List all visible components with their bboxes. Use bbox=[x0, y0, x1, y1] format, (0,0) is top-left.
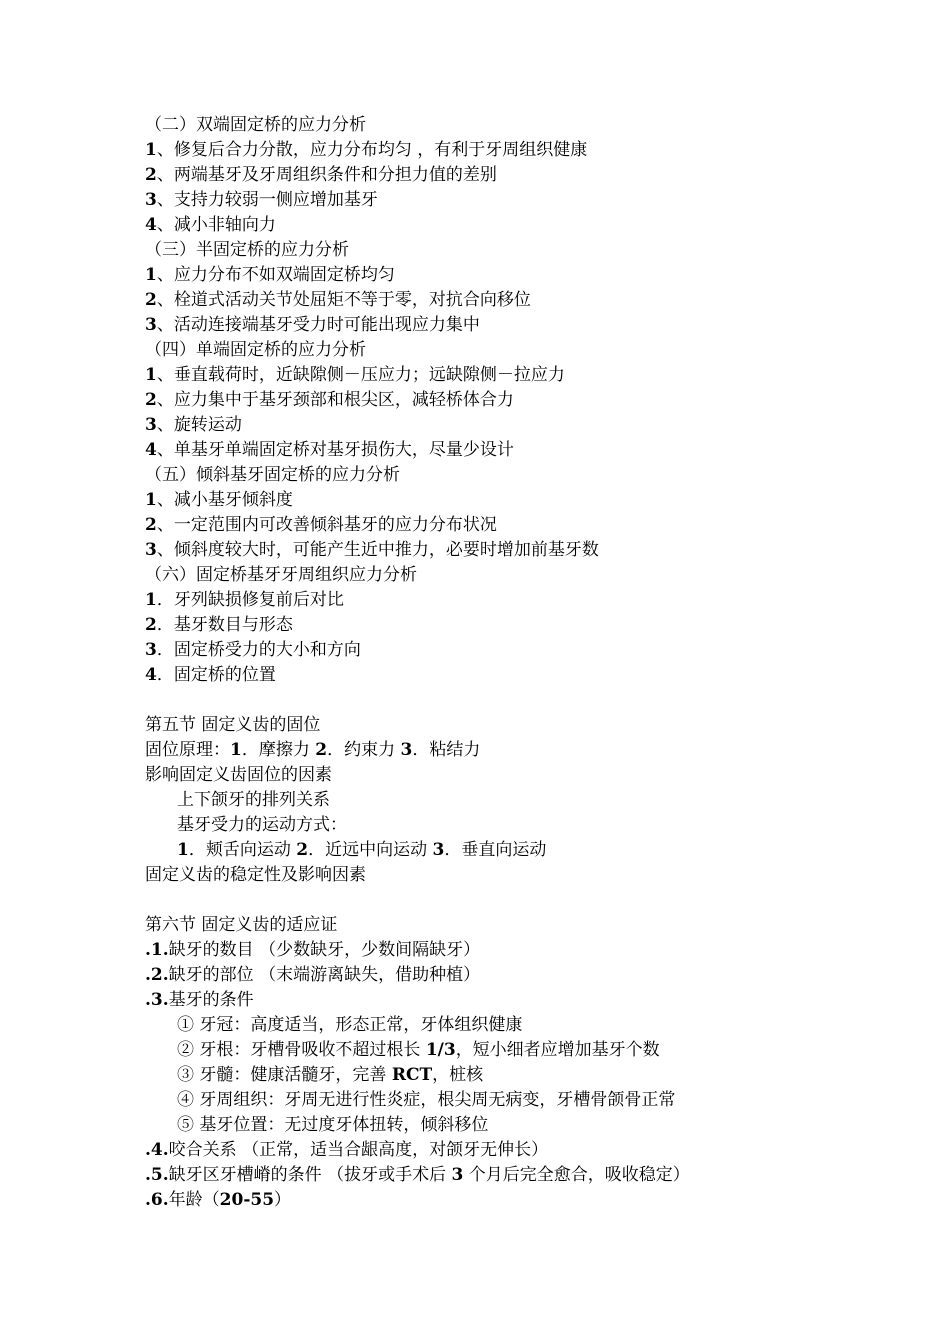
section-heading-2: （二）双端固定桥的应力分析 bbox=[145, 115, 366, 135]
list-item bbox=[0, 163, 950, 188]
item-number: .6. bbox=[145, 1190, 169, 1210]
item-text: ．基牙数目与形态 bbox=[156, 615, 293, 635]
list-item bbox=[0, 263, 950, 288]
item-number: 3 bbox=[145, 540, 157, 560]
chapter-title-6: 第六节 固定义齿的适应证 bbox=[145, 915, 338, 935]
item-text: 缺牙的部位 （末端游离缺失，借助种植） bbox=[168, 965, 481, 985]
item-text: ） bbox=[274, 1190, 292, 1210]
spacer bbox=[0, 688, 950, 713]
sub-item bbox=[0, 1063, 950, 1088]
factors-title: 影响固定义齿固位的因素 bbox=[145, 765, 332, 785]
item-text: 、单基牙单端固定桥对基牙损伤大，尽量少设计 bbox=[156, 440, 514, 460]
section-heading-4: （四）单端固定桥的应力分析 bbox=[145, 340, 366, 360]
factor-item: 上下颌牙的排列关系 bbox=[177, 790, 330, 810]
sub-text: ② 牙根：牙槽骨吸收不超过根长 bbox=[177, 1040, 426, 1060]
item-number: 2 bbox=[145, 515, 157, 535]
item-number: 2 bbox=[296, 840, 309, 860]
sub-item: ⑤ 基牙位置：无过度牙体扭转，倾斜移位 bbox=[177, 1115, 489, 1135]
list-item bbox=[0, 363, 950, 388]
item-number: 1 bbox=[145, 140, 157, 160]
sub-item: ① 牙冠：高度适当，形态正常，牙体组织健康 bbox=[177, 1015, 523, 1035]
item-text: ．牙列缺损修复前后对比 bbox=[156, 590, 344, 610]
list-item bbox=[0, 388, 950, 413]
item-text: 、旋转运动 bbox=[156, 415, 242, 435]
section-heading-6: （六）固定桥基牙牙周组织应力分析 bbox=[145, 565, 417, 585]
spacer bbox=[0, 888, 950, 913]
item-number: 1 bbox=[177, 840, 189, 860]
item-number: 1 bbox=[145, 490, 157, 510]
item-text: ．粘结力 bbox=[412, 740, 481, 760]
item-number: 3 bbox=[145, 315, 157, 335]
item-text: 、活动连接端基牙受力时可能出现应力集中 bbox=[156, 315, 480, 335]
item-text: 、两端基牙及牙周组织条件和分担力值的差别 bbox=[156, 165, 497, 185]
item-text: ．固定桥受力的大小和方向 bbox=[156, 640, 361, 660]
item-text: 咬合关系 （正常，适当合龈高度，对颌牙无伸长） bbox=[168, 1140, 549, 1160]
item-text: 、减小基牙倾斜度 bbox=[156, 490, 293, 510]
item-number: 2 bbox=[145, 390, 157, 410]
document-page bbox=[0, 113, 950, 1213]
item-text: 、应力集中于基牙颈部和根尖区，减轻桥体合力 bbox=[156, 390, 514, 410]
item-text: 基牙的条件 bbox=[168, 990, 254, 1010]
list-item bbox=[0, 663, 950, 688]
list-item bbox=[0, 538, 950, 563]
sub-item bbox=[0, 1038, 950, 1063]
item-text: 、垂直载荷时，近缺隙侧－压应力；远缺隙侧－拉应力 bbox=[156, 365, 565, 385]
sub-text: ，短小细者应增加基牙个数 bbox=[455, 1040, 660, 1060]
list-item bbox=[0, 1188, 950, 1213]
list-item bbox=[0, 938, 950, 963]
item-number: 3 bbox=[145, 190, 157, 210]
list-item bbox=[0, 638, 950, 663]
item-number: 1 bbox=[145, 365, 157, 385]
item-number: 1 bbox=[145, 265, 157, 285]
list-item bbox=[0, 413, 950, 438]
item-text: 、应力分布不如双端固定桥均匀 bbox=[156, 265, 395, 285]
list-item bbox=[0, 613, 950, 638]
list-item bbox=[0, 288, 950, 313]
item-number: 2 bbox=[145, 165, 157, 185]
factor-item: 基牙受力的运动方式： bbox=[177, 815, 347, 835]
item-text: 年龄（ bbox=[168, 1190, 220, 1210]
list-item bbox=[0, 488, 950, 513]
item-text: 、栓道式活动关节处屈矩不等于零，对抗合向移位 bbox=[156, 290, 531, 310]
item-number: 1 bbox=[145, 590, 157, 610]
section-heading-3: （三）半固定桥的应力分析 bbox=[145, 240, 349, 260]
item-text: 、减小非轴向力 bbox=[156, 215, 276, 235]
list-item bbox=[0, 138, 950, 163]
item-number: 4 bbox=[145, 440, 157, 460]
list-item bbox=[0, 513, 950, 538]
item-number: 2 bbox=[145, 290, 157, 310]
item-text: 、修复后合力分散，应力分布均匀 ，有利于牙周组织健康 bbox=[156, 140, 588, 160]
list-item bbox=[0, 1163, 950, 1188]
retention-principle bbox=[0, 738, 950, 763]
item-number: 2 bbox=[315, 740, 328, 760]
item-text: ．垂直向运动 bbox=[444, 840, 547, 860]
sub-item: ④ 牙周组织：牙周无进行性炎症，根尖周无病变，牙槽骨颌骨正常 bbox=[177, 1090, 676, 1110]
item-number: 3 bbox=[400, 740, 413, 760]
item-number: 4 bbox=[145, 665, 157, 685]
item-text: ．约束力 bbox=[327, 740, 401, 760]
item-number: .2. bbox=[145, 965, 169, 985]
list-item bbox=[0, 438, 950, 463]
item-text: ．摩擦力 bbox=[241, 740, 316, 760]
item-number: .1. bbox=[145, 940, 169, 960]
item-text: 个月后完全愈合，吸收稳定） bbox=[463, 1165, 690, 1185]
stability-heading: 固定义齿的稳定性及影响因素 bbox=[145, 865, 366, 885]
item-number: 4 bbox=[145, 215, 157, 235]
item-number: 2 bbox=[145, 615, 157, 635]
item-number: .3. bbox=[145, 990, 169, 1010]
item-text: ．近远中向运动 bbox=[308, 840, 433, 860]
item-emphasis: 3 bbox=[451, 1165, 464, 1185]
section-heading-5: （五）倾斜基牙固定桥的应力分析 bbox=[145, 465, 400, 485]
item-number: 3 bbox=[432, 840, 445, 860]
list-item bbox=[0, 1138, 950, 1163]
item-number: .5. bbox=[145, 1165, 169, 1185]
sub-text: ，桩核 bbox=[432, 1065, 484, 1085]
item-text: 缺牙的数目 （少数缺牙，少数间隔缺牙） bbox=[168, 940, 481, 960]
item-text: ．颊舌向运动 bbox=[188, 840, 297, 860]
item-text: 、倾斜度较大时，可能产生近中推力，必要时增加前基牙数 bbox=[156, 540, 599, 560]
item-text: 缺牙区牙槽嵴的条件 （拔牙或手术后 bbox=[168, 1165, 452, 1185]
list-item bbox=[0, 213, 950, 238]
item-number: 1 bbox=[230, 740, 242, 760]
chapter-title-5: 第五节 固定义齿的固位 bbox=[145, 715, 321, 735]
item-number: 3 bbox=[145, 640, 157, 660]
list-item bbox=[0, 988, 950, 1013]
list-item bbox=[0, 963, 950, 988]
sub-emphasis: 1/3 bbox=[425, 1040, 456, 1060]
item-number: .4. bbox=[145, 1140, 169, 1160]
list-item bbox=[0, 313, 950, 338]
item-text: 、一定范围内可改善倾斜基牙的应力分布状况 bbox=[156, 515, 497, 535]
list-item bbox=[0, 188, 950, 213]
item-text: ．固定桥的位置 bbox=[156, 665, 276, 685]
item-text: 、支持力较弱一侧应增加基牙 bbox=[156, 190, 378, 210]
sub-emphasis: RCT bbox=[391, 1065, 433, 1085]
motion-list bbox=[0, 838, 950, 863]
sub-text: ③ 牙髓：健康活髓牙，完善 bbox=[177, 1065, 392, 1085]
principle-label: 固位原理： bbox=[145, 740, 230, 760]
list-item bbox=[0, 588, 950, 613]
item-number: 3 bbox=[145, 415, 157, 435]
item-emphasis: 20-55 bbox=[219, 1190, 275, 1210]
